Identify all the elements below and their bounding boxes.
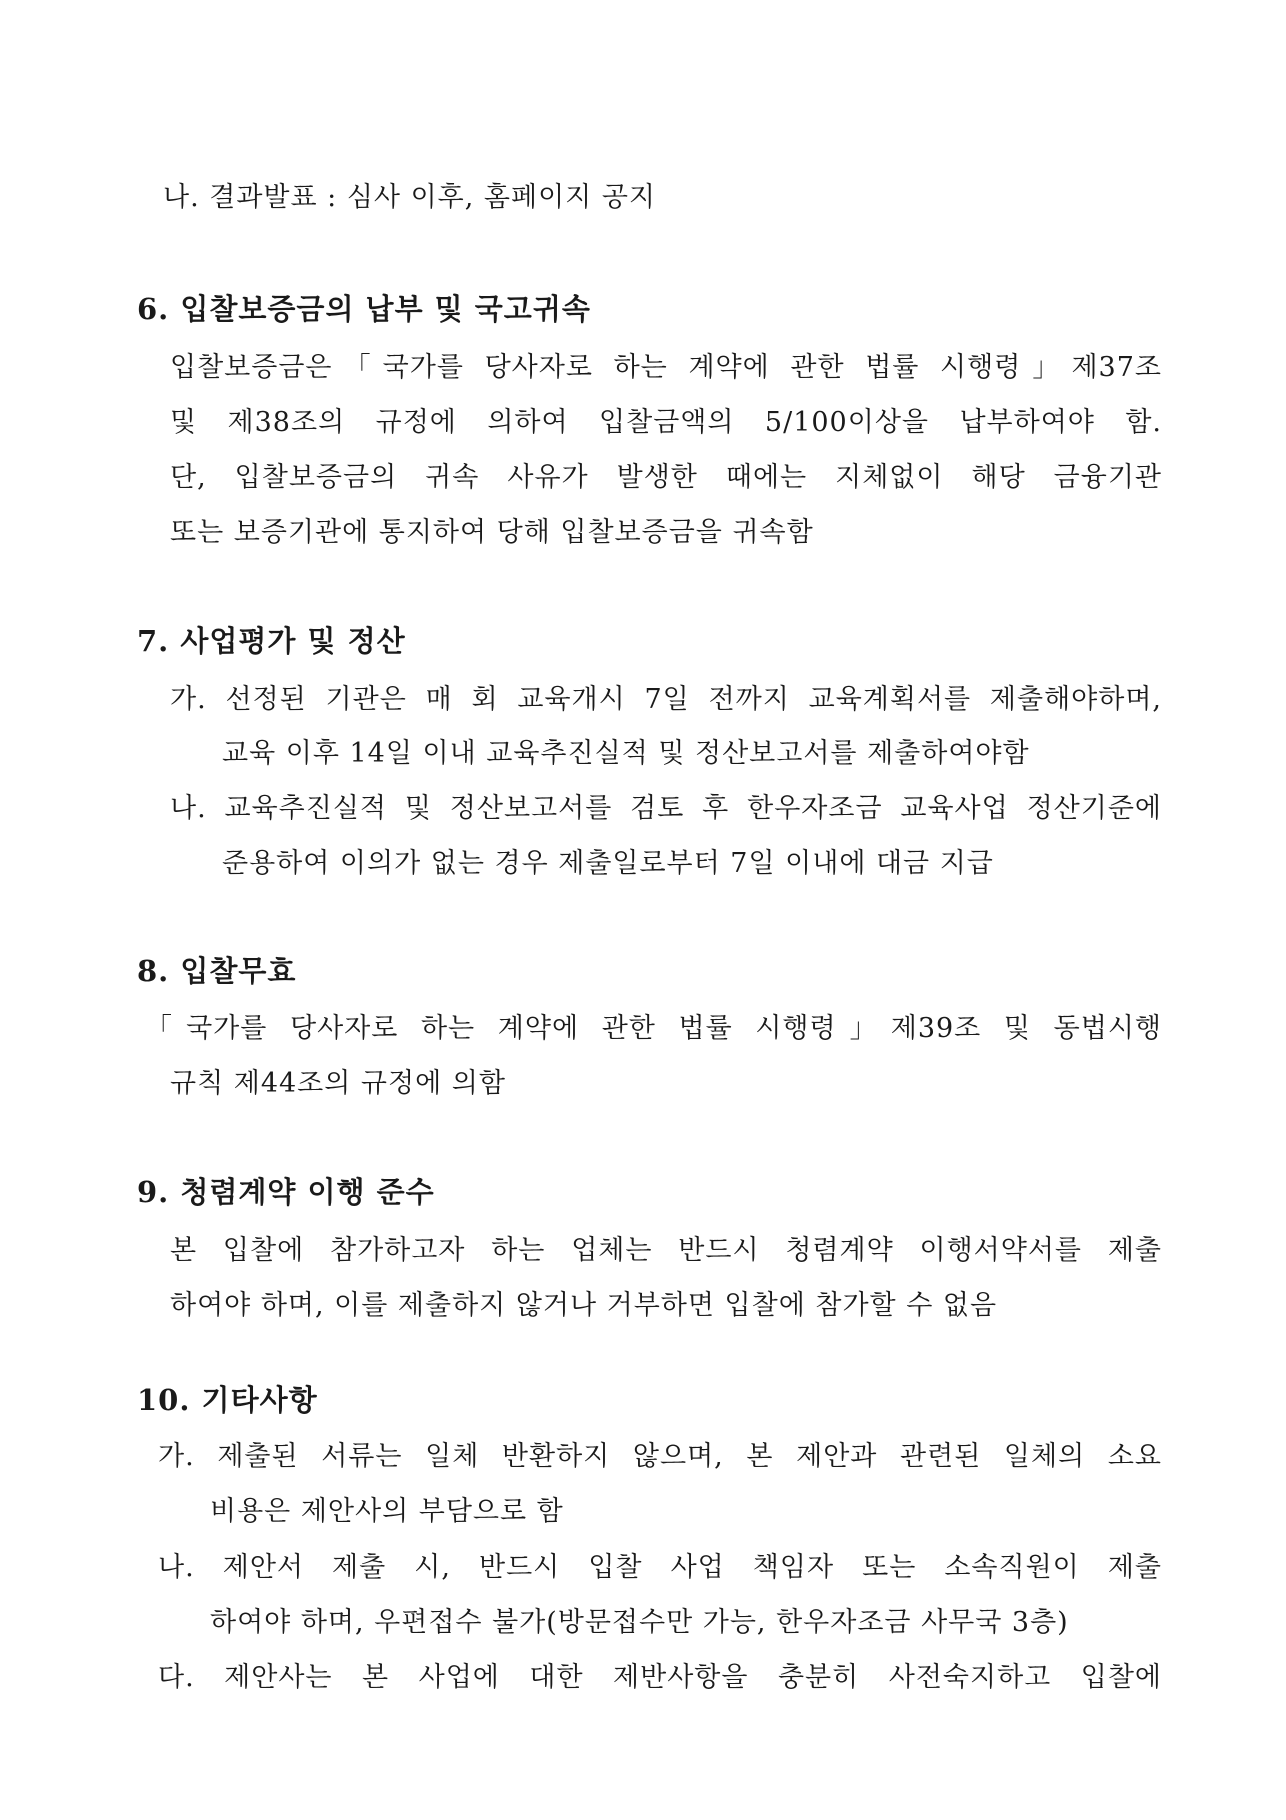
section-9-heading: 9. 청렴계약 이행 준수: [137, 1175, 435, 1209]
section-10-item-da-line-1: 다. 제안사는 본 사업에 대한 제반사항을 충분히 사전숙지하고 입찰에: [158, 1662, 1162, 1693]
section-10-item-na-line-1: 나. 제안서 제출 시, 반드시 입찰 사업 책임자 또는 소속직원이 제출: [158, 1552, 1162, 1583]
section-10-item-ga-line-2: 비용은 제안사의 부담으로 함: [210, 1496, 564, 1527]
section-8-heading: 8. 입찰무효: [137, 954, 297, 988]
section-6-line-3: 단, 입찰보증금의 귀속 사유가 발생한 때에는 지체없이 해당 금융기관: [170, 462, 1162, 493]
section-7-item-ga-line-1: 가. 선정된 기관은 매 회 교육개시 7일 전까지 교육계획서를 제출해야하며,: [170, 684, 1162, 715]
section-7-item-na-line-2: 준용하여 이의가 없는 경우 제출일로부터 7일 이내에 대금 지급: [222, 848, 994, 879]
section-7-item-na-line-1: 나. 교육추진실적 및 정산보고서를 검토 후 한우자조금 교육사업 정산기준에: [170, 793, 1162, 824]
section-7-heading: 7. 사업평가 및 정산: [137, 624, 406, 658]
section-8-line-1: 「국가를 당사자로 하는 계약에 관한 법률 시행령」제39조 및 동법시행: [145, 1013, 1162, 1044]
section-10-item-ga-line-1: 가. 제출된 서류는 일체 반환하지 않으며, 본 제안과 관련된 일체의 소요: [158, 1441, 1162, 1472]
section-6-line-4: 또는 보증기관에 통지하여 당해 입찰보증금을 귀속함: [170, 517, 814, 548]
section-7-item-ga-line-2: 교육 이후 14일 이내 교육추진실적 및 정산보고서를 제출하여야함: [222, 738, 1030, 769]
section-6-line-1: 입찰보증금은「국가를 당사자로 하는 계약에 관한 법률 시행령」제37조: [170, 352, 1162, 383]
result-announcement-item: 나. 결과발표 : 심사 이후, 홈페이지 공지: [163, 182, 656, 213]
section-9-line-1: 본 입찰에 참가하고자 하는 업체는 반드시 청렴계약 이행서약서를 제출: [170, 1235, 1162, 1266]
section-10-item-na-line-2: 하여야 하며, 우편접수 불가(방문접수만 가능, 한우자조금 사무국 3층): [210, 1607, 1069, 1638]
section-8-line-2: 규칙 제44조의 규정에 의함: [170, 1068, 506, 1099]
section-6-line-2: 및 제38조의 규정에 의하여 입찰금액의 5/100이상을 납부하여야 함.: [170, 407, 1162, 438]
section-9-line-2: 하여야 하며, 이를 제출하지 않거나 거부하면 입찰에 참가할 수 없음: [170, 1290, 998, 1321]
section-10-heading: 10. 기타사항: [137, 1383, 318, 1417]
section-6-heading: 6. 입찰보증금의 납부 및 국고귀속: [137, 292, 591, 326]
